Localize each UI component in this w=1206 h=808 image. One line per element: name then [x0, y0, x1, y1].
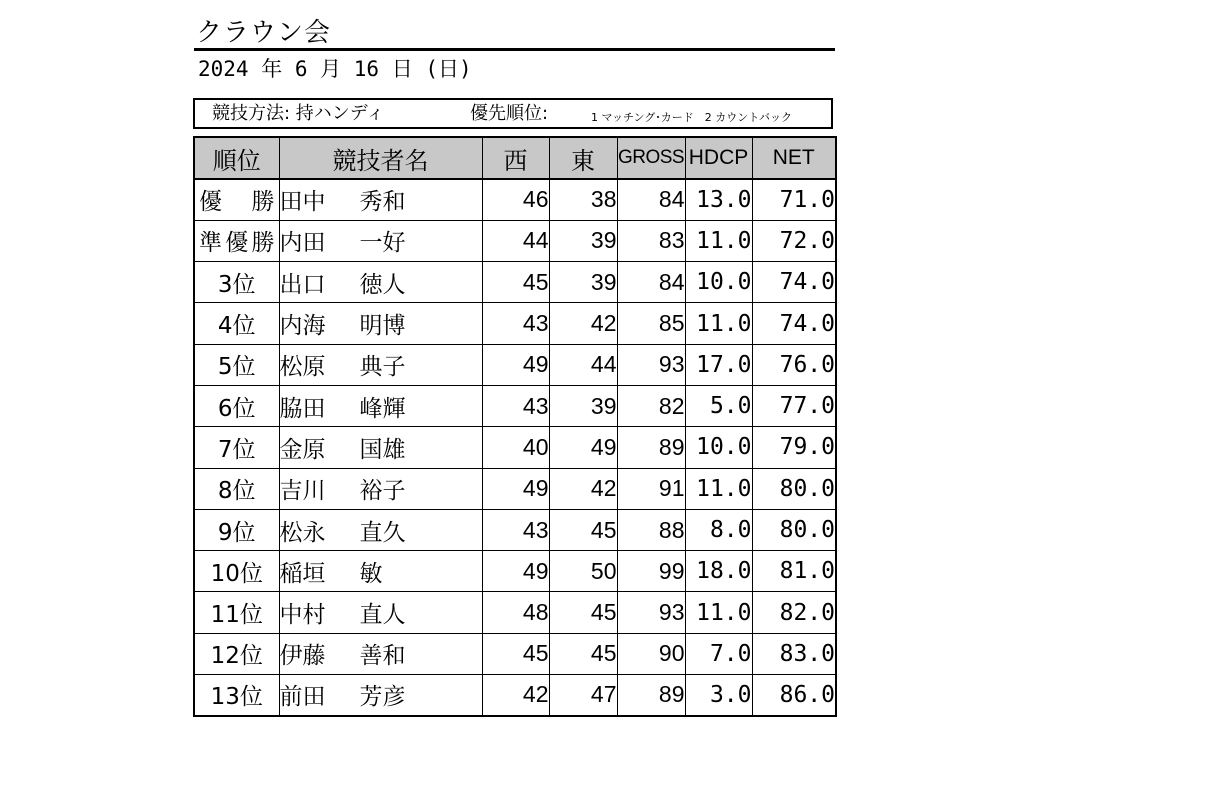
- east-score-cell: 39: [549, 220, 617, 261]
- west-score-cell: 46: [482, 179, 549, 220]
- hdcp-cell: 11.0: [685, 220, 752, 261]
- net-score-cell: 74.0: [752, 303, 836, 344]
- rank-cell: 6位: [194, 385, 279, 426]
- given-name: 敏: [359, 560, 383, 587]
- net-score-cell: 77.0: [752, 385, 836, 426]
- rank-cell: 8位: [194, 468, 279, 509]
- net-score-cell: 86.0: [752, 675, 836, 716]
- given-name: 裕子: [359, 478, 406, 505]
- hdcp-cell: 17.0: [685, 344, 752, 385]
- hdcp-cell: 11.0: [685, 592, 752, 633]
- net-score-cell: 82.0: [752, 592, 836, 633]
- east-score-cell: 49: [549, 427, 617, 468]
- hdcp-cell: 8.0: [685, 509, 752, 550]
- family-name: 吉川: [279, 478, 326, 505]
- given-name: 典子: [359, 354, 406, 381]
- rank-cell: 準優勝: [194, 220, 279, 261]
- table-row: [194, 179, 836, 220]
- table-row: [194, 385, 836, 426]
- net-score-cell: 80.0: [752, 509, 836, 550]
- family-name: 前田: [279, 684, 326, 711]
- net-score-cell: 79.0: [752, 427, 836, 468]
- east-score-cell: 42: [549, 468, 617, 509]
- family-name: 内田: [279, 230, 326, 257]
- event-date: 2024 年 6 月 16 日 (日): [198, 57, 472, 81]
- west-score-cell: 40: [482, 427, 549, 468]
- gross-score-cell: 85: [617, 303, 685, 344]
- rank-cell: 3位: [194, 262, 279, 303]
- given-name: 峰輝: [359, 395, 406, 422]
- hdcp-cell: 10.0: [685, 262, 752, 303]
- header-player-name: 競技者名: [279, 137, 482, 179]
- table-row: [194, 592, 836, 633]
- gross-score-cell: 84: [617, 262, 685, 303]
- east-score-cell: 44: [549, 344, 617, 385]
- method-label: 競技方法: 持ハンディ: [212, 103, 385, 124]
- player-name-cell: [279, 675, 482, 716]
- player-name-cell: [279, 344, 482, 385]
- gross-score-cell: 84: [617, 179, 685, 220]
- header-west: 西: [482, 137, 549, 179]
- west-score-cell: 43: [482, 385, 549, 426]
- competition-info-box: [193, 98, 833, 129]
- given-name: 明博: [359, 313, 406, 340]
- gross-score-cell: 93: [617, 344, 685, 385]
- west-score-cell: 49: [482, 551, 549, 592]
- net-score-cell: 81.0: [752, 551, 836, 592]
- player-name-cell: [279, 468, 482, 509]
- player-name-cell: [279, 262, 482, 303]
- west-score-cell: 43: [482, 509, 549, 550]
- hdcp-cell: 13.0: [685, 179, 752, 220]
- west-score-cell: 42: [482, 675, 549, 716]
- family-name: 脇田: [279, 395, 326, 422]
- family-name: 稲垣: [279, 560, 326, 587]
- west-score-cell: 45: [482, 633, 549, 674]
- header-gross: GROSS: [617, 137, 685, 179]
- net-score-cell: 71.0: [752, 179, 836, 220]
- priority-rules: 1 マッチング･カード 2 カウントバック: [591, 111, 793, 124]
- east-score-cell: 45: [549, 509, 617, 550]
- west-score-cell: 49: [482, 468, 549, 509]
- net-score-cell: 74.0: [752, 262, 836, 303]
- hdcp-cell: 10.0: [685, 427, 752, 468]
- player-name-cell: [279, 385, 482, 426]
- rank-cell: 12位: [194, 633, 279, 674]
- net-score-cell: 76.0: [752, 344, 836, 385]
- rank-cell: 7位: [194, 427, 279, 468]
- hdcp-cell: 3.0: [685, 675, 752, 716]
- priority-label: 優先順位:: [470, 103, 549, 124]
- given-name: 国雄: [359, 436, 406, 463]
- table-row: [194, 262, 836, 303]
- rank-cell: 5位: [194, 344, 279, 385]
- rank-cell: 13位: [194, 675, 279, 716]
- player-name-cell: [279, 303, 482, 344]
- family-name: 中村: [279, 602, 326, 629]
- hdcp-cell: 18.0: [685, 551, 752, 592]
- table-row: [194, 551, 836, 592]
- hdcp-cell: 7.0: [685, 633, 752, 674]
- table-row: [194, 468, 836, 509]
- hdcp-cell: 11.0: [685, 468, 752, 509]
- given-name: 芳彦: [359, 684, 406, 711]
- table-row: [194, 344, 836, 385]
- gross-score-cell: 90: [617, 633, 685, 674]
- west-score-cell: 49: [482, 344, 549, 385]
- east-score-cell: 42: [549, 303, 617, 344]
- rank-cell: 11位: [194, 592, 279, 633]
- header-east: 東: [549, 137, 617, 179]
- east-score-cell: 45: [549, 633, 617, 674]
- table-row: [194, 303, 836, 344]
- gross-score-cell: 91: [617, 468, 685, 509]
- net-score-cell: 72.0: [752, 220, 836, 261]
- gross-score-cell: 82: [617, 385, 685, 426]
- family-name: 松原: [279, 354, 326, 381]
- east-score-cell: 39: [549, 385, 617, 426]
- player-name-cell: [279, 509, 482, 550]
- family-name: 金原: [279, 436, 326, 463]
- rank-cell: 優 勝: [194, 179, 279, 220]
- table-row: [194, 675, 836, 716]
- rank-cell: 4位: [194, 303, 279, 344]
- given-name: 直久: [359, 519, 406, 546]
- gross-score-cell: 88: [617, 509, 685, 550]
- given-name: 善和: [359, 643, 406, 670]
- header-hdcp: HDCP: [685, 137, 752, 179]
- east-score-cell: 45: [549, 592, 617, 633]
- west-score-cell: 44: [482, 220, 549, 261]
- east-score-cell: 39: [549, 262, 617, 303]
- west-score-cell: 45: [482, 262, 549, 303]
- east-score-cell: 50: [549, 551, 617, 592]
- given-name: 直人: [359, 602, 406, 629]
- hdcp-cell: 5.0: [685, 385, 752, 426]
- table-row: [194, 427, 836, 468]
- gross-score-cell: 89: [617, 675, 685, 716]
- player-name-cell: [279, 427, 482, 468]
- header-net: NET: [752, 137, 836, 179]
- hdcp-cell: 11.0: [685, 303, 752, 344]
- player-name-cell: [279, 551, 482, 592]
- given-name: 秀和: [359, 189, 406, 216]
- rank-cell: 10位: [194, 551, 279, 592]
- family-name: 内海: [279, 313, 326, 340]
- west-score-cell: 43: [482, 303, 549, 344]
- net-score-cell: 80.0: [752, 468, 836, 509]
- table-row: [194, 509, 836, 550]
- player-name-cell: [279, 220, 482, 261]
- family-name: 田中: [279, 189, 326, 216]
- page-title: クラウン会: [196, 18, 332, 48]
- table-row: [194, 633, 836, 674]
- given-name: 一好: [359, 230, 406, 257]
- header-row: [194, 137, 836, 179]
- given-name: 徳人: [359, 271, 406, 298]
- results-table: [193, 136, 837, 717]
- title-underline: [194, 48, 835, 51]
- gross-score-cell: 89: [617, 427, 685, 468]
- rank-cell: 9位: [194, 509, 279, 550]
- gross-score-cell: 99: [617, 551, 685, 592]
- player-name-cell: [279, 179, 482, 220]
- gross-score-cell: 83: [617, 220, 685, 261]
- table-row: [194, 220, 836, 261]
- player-name-cell: [279, 633, 482, 674]
- gross-score-cell: 93: [617, 592, 685, 633]
- east-score-cell: 47: [549, 675, 617, 716]
- west-score-cell: 48: [482, 592, 549, 633]
- east-score-cell: 38: [549, 179, 617, 220]
- player-name-cell: [279, 592, 482, 633]
- header-rank: 順位: [194, 137, 279, 179]
- net-score-cell: 83.0: [752, 633, 836, 674]
- family-name: 松永: [279, 519, 326, 546]
- family-name: 伊藤: [279, 643, 326, 670]
- family-name: 出口: [279, 271, 326, 298]
